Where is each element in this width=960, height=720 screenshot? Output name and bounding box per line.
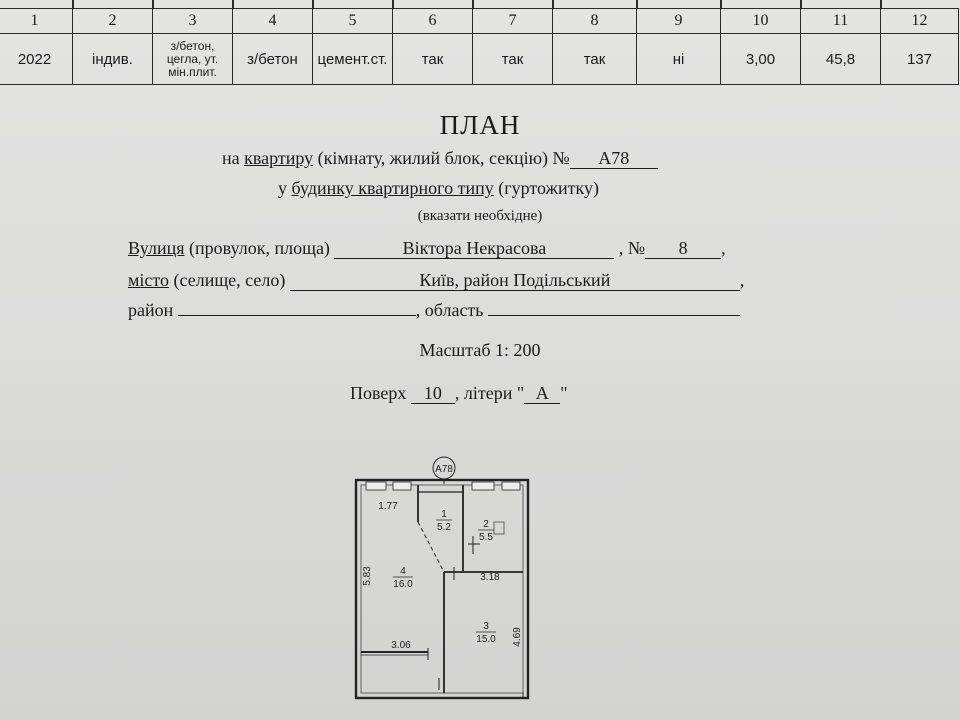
street-value: Віктора Некрасова xyxy=(334,238,614,259)
technical-characteristics-table xyxy=(0,8,959,85)
text: у xyxy=(278,178,287,198)
city-line: місто (селище, село) Київ, район Подільський , xyxy=(128,270,745,290)
column-number: 4 xyxy=(233,9,313,34)
dimension-label: 1.77 xyxy=(378,501,398,512)
apartment-type: квартиру xyxy=(244,148,314,168)
total-area-cell: 45,8 xyxy=(801,34,881,85)
letters-close: " xyxy=(560,383,568,403)
column-number: 11 xyxy=(801,9,881,34)
dimension-label: 3.18 xyxy=(480,572,500,583)
table-header-row xyxy=(0,9,959,34)
district-label: район xyxy=(128,300,174,320)
street-line: Вулиця (провулок, площа) Віктора Некрасова , № 8 , xyxy=(128,238,726,258)
region-label: , область xyxy=(415,300,484,320)
city-value: Київ, район Подільський xyxy=(290,270,740,291)
floor-value: 10 xyxy=(411,383,455,404)
apartment-number: А78 xyxy=(570,148,658,169)
text: (провулок, площа) xyxy=(189,238,330,258)
column-number: 8 xyxy=(553,9,637,34)
floor-label: Поверх xyxy=(350,383,407,403)
column-number: 10 xyxy=(721,9,801,34)
street-label: Вулиця xyxy=(128,238,185,258)
apartment-tag: A78 xyxy=(435,464,453,475)
text: (кімнату, жилий блок, секцію) № xyxy=(317,148,570,168)
room-number: 4 xyxy=(400,566,406,577)
room-area: 5.2 xyxy=(437,522,451,533)
column-number: 2 xyxy=(73,9,153,34)
ceiling-height-cell: 3,00 xyxy=(721,34,801,85)
floor-plan-drawing xyxy=(330,452,540,714)
year-built-cell: 2022 xyxy=(0,34,73,85)
room-area: 16.0 xyxy=(393,579,413,590)
number-label: № xyxy=(627,238,646,258)
building-type: будинку квартирного типу xyxy=(291,178,494,198)
table-cell: так xyxy=(473,34,553,85)
dimension-label: 5.83 xyxy=(362,566,373,586)
column-number: 1 xyxy=(0,9,73,34)
construction-type-cell: індив. xyxy=(73,34,153,85)
floor-finish-cell: цемент.ст. xyxy=(313,34,393,85)
hint-note: (вказати необхідне) xyxy=(417,208,543,224)
table-cell: ні xyxy=(637,34,721,85)
text: (гуртожитку) xyxy=(498,178,599,198)
walls-material-cell: з/бетон, цегла, ут. мін.плит. xyxy=(153,34,233,85)
house-number: 8 xyxy=(645,238,721,259)
letters-value: А xyxy=(524,383,560,404)
plan-title: ПЛАН xyxy=(439,110,521,140)
text: на xyxy=(222,148,240,168)
room-number: 3 xyxy=(483,621,489,632)
table-cell: так xyxy=(553,34,637,85)
column-number: 6 xyxy=(393,9,473,34)
window-icon xyxy=(393,482,411,490)
scale-label: Масштаб 1: 200 xyxy=(419,340,541,360)
district-line xyxy=(128,300,740,321)
column-number: 12 xyxy=(881,9,959,34)
room-area: 15.0 xyxy=(476,634,496,645)
text: (селище, село) xyxy=(173,270,286,290)
table-row xyxy=(0,34,959,85)
dimension-label: 4.69 xyxy=(512,627,523,647)
building-line xyxy=(278,178,599,199)
window-icon xyxy=(366,482,386,490)
room-number: 2 xyxy=(483,519,489,530)
floors-material-cell: з/бетон xyxy=(233,34,313,85)
column-number: 7 xyxy=(473,9,553,34)
dimension-label: 3.06 xyxy=(391,640,411,651)
room-area: 5.5 xyxy=(479,532,493,543)
city-label: місто xyxy=(128,270,170,290)
district-value xyxy=(178,315,416,316)
column-number: 3 xyxy=(153,9,233,34)
window-icon xyxy=(472,482,494,490)
table-cell: так xyxy=(393,34,473,85)
floor-line xyxy=(350,383,568,404)
table-cell: 137 xyxy=(881,34,959,85)
window-icon xyxy=(502,482,520,490)
column-number: 9 xyxy=(637,9,721,34)
column-number: 5 xyxy=(313,9,393,34)
room-number: 1 xyxy=(441,509,447,520)
letters-label: , літери " xyxy=(454,383,525,403)
apartment-line xyxy=(222,148,658,169)
region-value xyxy=(488,315,740,316)
